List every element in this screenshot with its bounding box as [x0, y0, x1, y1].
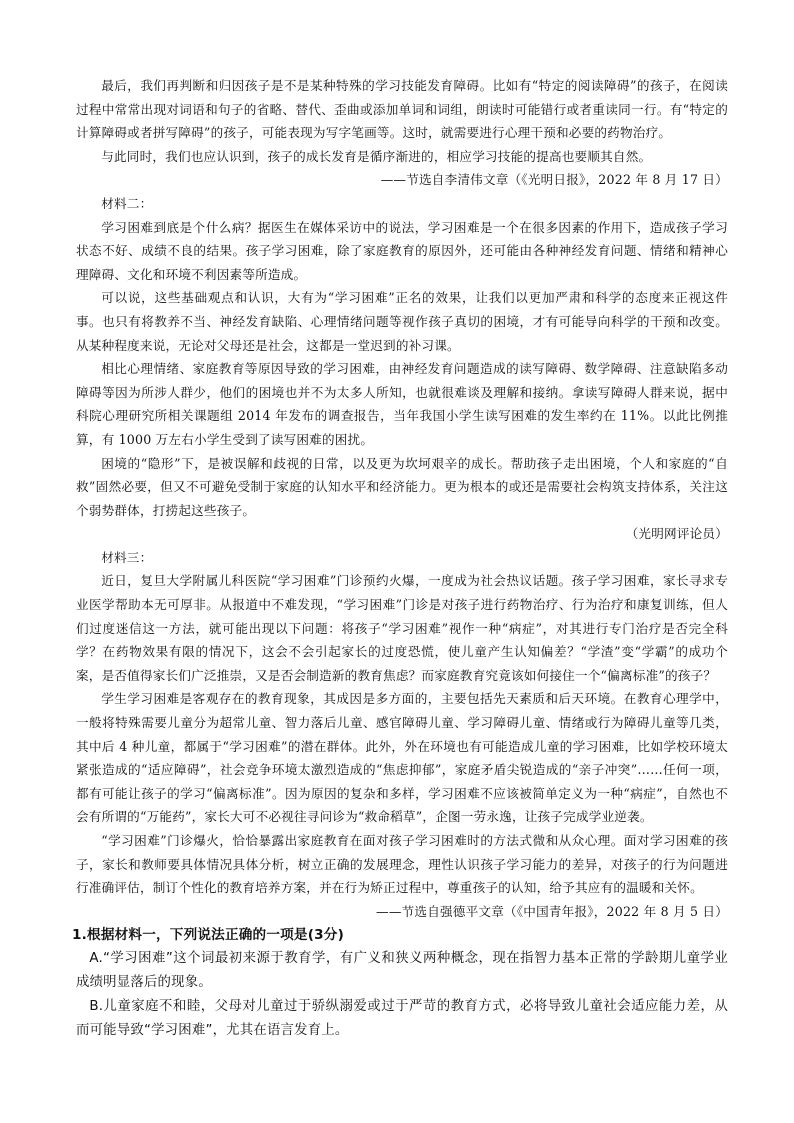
- paragraph: 相比心理情绪、家庭教育等原因导致的学习困难，由神经发育问题造成的读写障碍、数学障碍、注意缺陷多动障碍等因为所涉人群少，他们的困境也并不为太多人所知，也就很难谈及理解和接纳。拿读写障碍人群来说，据中科院心理研究所相关课题组 2014 年发布的调查报告，当年我国小学生读写困难的发生率约在 11%。以此比例推算，有 1000 万左右小学生受到了读写困难的困扰。: [76, 361, 728, 447]
- document-page: [72, 74, 728, 1043]
- source-citation: （光明网评论员）: [625, 526, 728, 542]
- paragraph: 最后，我们再判断和归因孩子是不是某种特殊的学习技能发育障碍。比如有“特定的阅读障碍”的孩子，在阅读过程中常常出现对词语和句子的省略、替代、歪曲或添加单词和词组，朗读时可能错行或者重读同一行。有“特定的计算障碍或者拼写障碍”的孩子，可能表现为写字笔画等。这时，就需要进行心理干预和必要的药物治疗。: [76, 78, 728, 141]
- paragraph: “学习困难”门诊爆火，恰恰暴露出家庭教育在面对孩子学习困难时的方法式微和从众心理。面对学习困难的孩子，家长和教师要具体情况具体分析，树立正确的发展理念，理性认识孩子学习能力的差异，对孩子的行为问题进行准确评估，制订个性化的教育培养方案，并在行为矫正过程中，尊重孩子的认知，给予其应有的温暖和关怀。: [76, 833, 728, 896]
- source-citation: ——节选自李清伟文章（《光明日报》，2022 年 8 月 17 日）: [380, 172, 728, 188]
- material-label: 材料三：: [101, 549, 153, 565]
- question-option-a: A.“学习困难”这个词最初来源于教育学，有广义和狭义两种概念，现在指智力基本正常的学龄期儿童学业成绩明显落后的现象。: [76, 951, 728, 991]
- material-label: 材料二：: [101, 195, 153, 211]
- question-option-b: B.儿童家庭不和睦，父母对儿童过于骄纵溺爱或过于严苛的教育方式，必将导致儿童社会适应能力差，从而可能导致“学习困难”，尤其在语言发育上。: [76, 999, 728, 1039]
- paragraph: 可以说，这些基础观点和认识，大有为“学习困难”正名的效果，让我们以更加严肃和科学的态度来正视这件事。也只有将教养不当、神经发育缺陷、心理情绪问题等视作孩子真切的困境，才有可能导向科学的干预和改变。从某种程度来说，无论对父母还是社会，这都是一堂迟到的补习课。: [76, 290, 728, 353]
- paragraph: 近日，复旦大学附属儿科医院“学习困难”门诊预约火爆，一度成为社会热议话题。孩子学习困难，家长寻求专业医学帮助本无可厚非。从报道中不难发现，“学习困难”门诊是对孩子进行药物治疗、行为治疗和康复训练，但人们过度迷信这一方法，就可能出现以下问题：将孩子“学习困难”视作一种“病症”，对其进行专门治疗是否完全科学？在药物效果有限的情况下，这会不会引起家长的过度恐慌，使儿童产生认知偏差？“学渣”变“学霸”的成功个案，是否值得家长们广泛推崇，又是否会制造新的教育焦虑？而家庭教育究竟该如何接住一个“偏离标准”的孩子？: [76, 573, 728, 683]
- paragraph: 困境的“隐形”下，是被误解和歧视的日常，以及更为坎坷艰辛的成长。帮助孩子走出困境，个人和家庭的“自救”固然必要，但又不可避免受制于家庭的认知水平和经济能力。更为根本的或还是需要社会构筑支持体系，关注这个弱势群体，打捞起这些孩子。: [76, 455, 728, 518]
- question-title: 1.根据材料一，下列说法正确的一项是(3分): [72, 927, 344, 944]
- paragraph: 学习困难到底是个什么病？据医生在媒体采访中的说法，学习困难是一个在很多因素的作用下，造成孩子学习状态不好、成绩不良的结果。孩子学习困难，除了家庭教育的原因外，还可能由各种神经发育问题、情绪和精神心理障碍、文化和环境不利因素等所造成。: [76, 219, 728, 282]
- paragraph: 学生学习困难是客观存在的教育现象，其成因是多方面的，主要包括先天素质和后天环境。在教育心理学中，一般将特殊需要儿童分为超常儿童、智力落后儿童、感官障碍儿童、学习障碍儿童、情绪或行为障碍儿童等几类，其中后 4 种儿童，都属于“学习困难”的潜在群体。此外，外在环境也有可能造成儿童的学习困难，比如学校环境太紧张造成的“适应障碍”，社会竞争环境太激烈造成的“焦虑抑郁”，家庭矛盾尖锐造成的“亲子冲突”……任何一项，都有可能让孩子的学习“偏离标准”。因为原因的复杂和多样，学习困难不应该被简单定义为一种“病症”，自然也不会有所谓的“万能药”，家长大可不必视往寻问诊为“救命稻草”，企图一劳永逸，让孩子完成学业逆袭。: [76, 691, 728, 825]
- source-citation: ——节选自强德平文章（《中国青年报》，2022 年 8 月 5 日）: [376, 903, 728, 919]
- paragraph: 与此同时，我们也应认识到，孩子的成长发育是循序渐进的，相应学习技能的提高也要顺其自然。: [101, 148, 652, 164]
